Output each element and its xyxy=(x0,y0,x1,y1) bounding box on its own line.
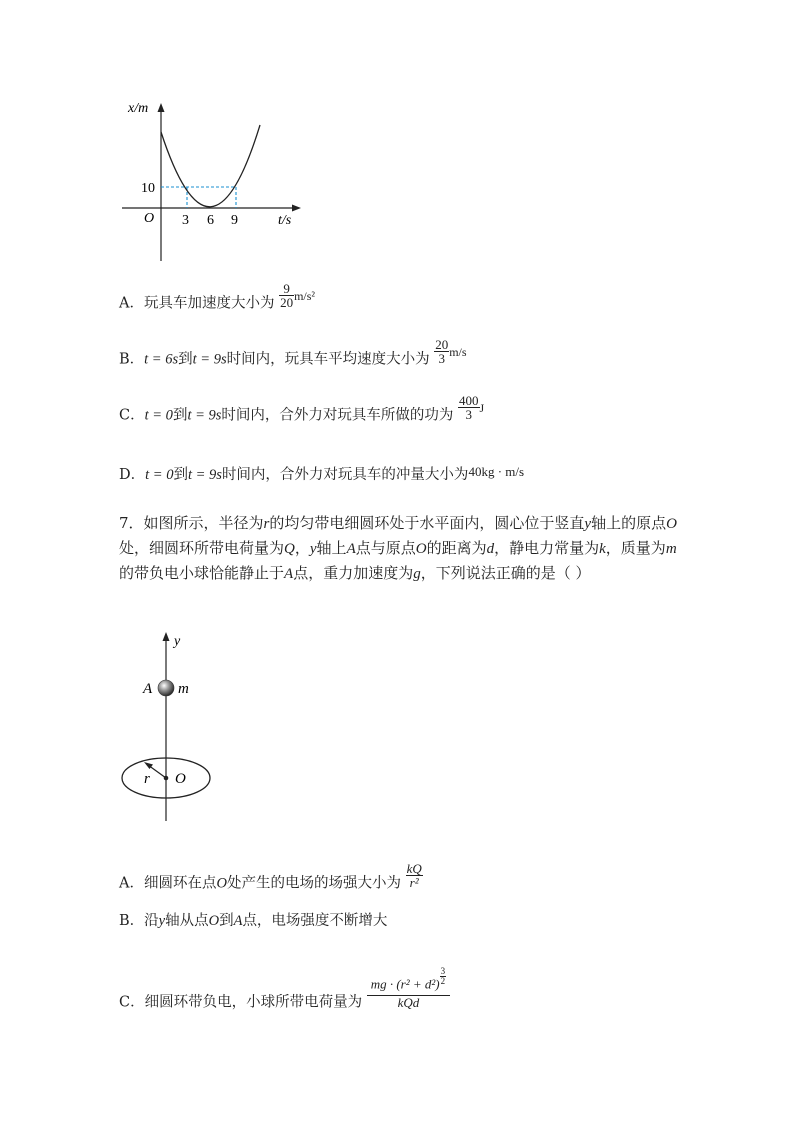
option-b-pre: B． xyxy=(119,351,145,368)
var-A: A xyxy=(346,541,356,557)
time-9s: t = 9s xyxy=(187,407,222,424)
q7-text: 的带负电小球恰能静止于 xyxy=(119,564,285,582)
time-0: t = 0 xyxy=(145,467,174,483)
option-a-2 xyxy=(119,861,423,897)
x-axis-arrow xyxy=(292,205,301,212)
option-b-text: 时间内，玩具车平均速度大小为 xyxy=(226,351,430,368)
x-t-graph xyxy=(110,95,310,265)
fraction-9-20 xyxy=(279,282,294,309)
option-b-text: 到 xyxy=(219,913,234,929)
fraction-20-3 xyxy=(434,338,449,365)
option-a-text: A．玩具车加速度大小为 xyxy=(119,295,275,312)
var-O: O xyxy=(208,913,220,929)
frac-den: 20 xyxy=(280,295,294,310)
exp-num: 3 xyxy=(440,966,446,976)
option-c-pre: C． xyxy=(119,407,145,424)
time-9s: t = 9s xyxy=(187,467,222,483)
to-text: 到 xyxy=(178,351,193,368)
q7-text: ，静电力常量为 xyxy=(494,539,600,557)
frac-den: 3 xyxy=(465,407,473,422)
q7-text: 轴上 xyxy=(316,539,347,557)
q7-text: 7．如图所示，半径为 xyxy=(119,514,264,532)
fraction-charge xyxy=(367,966,450,1010)
frac-num: 20 xyxy=(435,337,449,352)
var-A: A xyxy=(233,913,243,929)
option-b-text: B．沿 xyxy=(119,913,159,929)
tick-6-label: 6 xyxy=(207,213,214,228)
to-text: 到 xyxy=(172,407,188,424)
frac-den: kQd xyxy=(397,995,420,1010)
A-label: A xyxy=(143,681,153,697)
option-c-1 xyxy=(119,393,485,429)
option-d-pre: D． xyxy=(119,467,146,483)
var-g: g xyxy=(413,566,421,582)
q7-text: 的均匀带电细圆环处于水平面内，圆心位于竖直 xyxy=(269,514,585,532)
parabola-curve xyxy=(161,125,260,207)
exp-den: 2 xyxy=(440,976,446,986)
q7-text: ，质量为 xyxy=(605,539,666,557)
x-axis-label: t/s xyxy=(278,213,292,228)
var-y: y xyxy=(584,516,592,532)
charged-ball xyxy=(158,680,174,696)
var-y: y xyxy=(158,913,166,929)
tick-3-label: 3 xyxy=(182,213,189,228)
dashed-guides xyxy=(161,187,236,208)
unit-velocity: m/s xyxy=(449,344,467,359)
var-y: y xyxy=(309,541,317,557)
frac-num xyxy=(367,966,450,996)
q7-text: 处，细圆环所带电荷量为 xyxy=(119,539,285,557)
time-0: t = 0 xyxy=(144,407,173,424)
option-c-text: 时间内，合外力对玩具车所做的功为 xyxy=(221,407,454,424)
var-O: O xyxy=(666,516,677,532)
option-b-text: 点，电场强度不断增大 xyxy=(242,913,388,929)
y-axis-arrow xyxy=(163,632,170,641)
y-label: y xyxy=(174,634,181,649)
O-label: O xyxy=(175,771,186,787)
question-7 xyxy=(119,511,689,586)
option-d-text: 时间内，合外力对玩具车的冲量大小为 xyxy=(221,467,469,483)
option-b-1 xyxy=(119,337,467,373)
exponent-3-2 xyxy=(440,967,447,986)
q7-text: ，下列说法正确的是（ ） xyxy=(420,564,591,582)
option-b-text: 轴从点 xyxy=(165,913,209,929)
q7-text: 点与原点 xyxy=(355,539,416,557)
frac-num: kQ xyxy=(406,861,422,876)
y-axis-label: x/m xyxy=(128,101,149,116)
impulse-value: 40kg · m/s xyxy=(468,464,525,479)
option-a-1 xyxy=(119,281,316,317)
q7-text: ， xyxy=(294,539,310,557)
m-label: m xyxy=(178,681,189,697)
fraction-kQ-r2 xyxy=(406,862,423,889)
var-O: O xyxy=(415,541,427,557)
time-6s: t = 6s xyxy=(144,351,179,368)
option-c-2 xyxy=(119,966,450,1019)
r-label: r xyxy=(144,771,150,787)
q7-text: 点，重力加速度为 xyxy=(293,564,414,582)
y-axis-arrow xyxy=(158,103,165,112)
to-text: 到 xyxy=(173,467,188,483)
option-d-1 xyxy=(119,466,524,484)
var-k: k xyxy=(599,541,606,557)
option-a-text: A．细圆环在点 xyxy=(119,875,217,892)
var-d: d xyxy=(486,541,495,557)
q7-text: 的距离为 xyxy=(426,539,487,557)
frac-den: 3 xyxy=(438,351,445,366)
frac-num: 9 xyxy=(279,282,294,296)
ring-figure xyxy=(110,625,230,825)
unit-accel: m/s² xyxy=(294,288,316,303)
numerator-expr: mg · (r² + d²) xyxy=(370,976,440,992)
q7-text: 轴上的原点 xyxy=(591,514,667,532)
var-m: m xyxy=(665,541,677,557)
fraction-400-3 xyxy=(458,394,480,421)
var-O: O xyxy=(216,875,227,892)
tick-10-label: 10 xyxy=(141,181,155,196)
option-a-text: 处产生的电场的场强大小为 xyxy=(226,875,401,892)
var-A: A xyxy=(284,566,294,582)
frac-num: 400 xyxy=(459,393,479,408)
var-Q: Q xyxy=(284,541,295,557)
time-9s: t = 9s xyxy=(192,351,227,368)
frac-den: r² xyxy=(409,875,419,890)
option-c-text: C．细圆环带负电，小球所带电荷量为 xyxy=(119,994,363,1011)
unit-joule: J xyxy=(479,400,485,415)
origin-label: O xyxy=(144,211,155,226)
var-r: r xyxy=(263,516,270,532)
tick-9-label: 9 xyxy=(231,213,238,228)
option-b-2 xyxy=(119,912,387,930)
